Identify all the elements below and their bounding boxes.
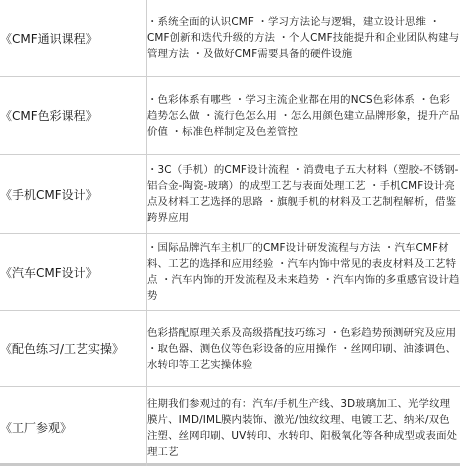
course-row bbox=[0, 234, 460, 311]
course-description: ・系统全面的认识CMF ・学习方法论与逻辑，建立设计思维 ・CMF创新和迭代升级的方法 ・个人CMF技能提升和企业团队构建与管理方法 ・及做好CMF需要具备的硬件设施 bbox=[147, 0, 460, 77]
course-description: 色彩搭配原理关系及高级搭配技巧练习 ・色彩趋势预测研究及应用 ・取色器、测色仪等色彩设备的应用操作 ・丝网印刷、油漆调色、水转印等工艺实操体验 bbox=[147, 311, 460, 387]
course-name: 《工厂参观》 bbox=[0, 387, 147, 466]
course-row bbox=[0, 0, 460, 77]
course-description: ・色彩体系有哪些 ・学习主流企业都在用的NCS色彩体系 ・色彩趋势怎么做 ・流行色怎么用 ・怎么用颜色建立品牌形象，提升产品价值 ・标准色样制定及色差管控 bbox=[147, 77, 460, 155]
course-name: 《手机CMF设计》 bbox=[0, 155, 147, 234]
course-description: ・国际品牌汽车主机厂的CMF设计研发流程与方法 ・汽车CMF材料、工艺的选择和应用经验 ・汽车内饰中常见的表皮材料及工艺特点 ・汽车内饰的开发流程及未来趋势 ・汽车内饰的多重感官设计趋势 bbox=[147, 234, 460, 311]
course-name: 《配色练习/工艺实操》 bbox=[0, 311, 147, 387]
course-name: 《CMF通识课程》 bbox=[0, 0, 147, 77]
course-row bbox=[0, 311, 460, 387]
course-name: 《CMF色彩课程》 bbox=[0, 77, 147, 155]
course-description: ・3C（手机）的CMF设计流程 ・消费电子五大材料（塑胶-不锈钢-铝合金-陶瓷-玻璃）的成型工艺与表面处理工艺 ・手机CMF设计亮点及材料工艺选择的思路 ・旗舰手机的材料及工艺制程解析，借鉴跨界应用 bbox=[147, 155, 460, 234]
course-description: 往期我们参观过的有：汽车/手机生产线、3D玻璃加工、光学纹理膜片、IMD/IML膜内装饰、激光/蚀纹纹理、电镀工艺、纳米/双色注塑、丝网印刷、UV转印、水转印、阳极氧化等各种成型或表面处理工艺 bbox=[147, 387, 460, 466]
course-row bbox=[0, 155, 460, 234]
course-name: 《汽车CMF设计》 bbox=[0, 234, 147, 311]
course-row bbox=[0, 77, 460, 155]
course-row bbox=[0, 387, 460, 466]
